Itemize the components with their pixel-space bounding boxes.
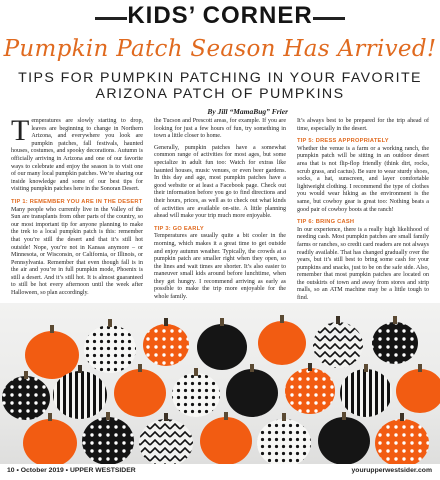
back-row — [25, 315, 418, 379]
tip-5-text: Whether the venue is a farm or a working ranch, the pumpkin patch will be sitting in an outdoor desert area that is not flip-flop friendly (think dirt, rocks, scrub grass, and cactus). Be sure to wear sturdy shoes, socks, a hat, sunscreen, and layer comfortable lightweight clothing. I recommend the type of clothes you would wear hiking as the environment is the same, but cowboy gear is great too: Nothing beats a good pair of cowboy boots at the ranch! — [297, 145, 429, 213]
section-title: KIDS’ CORNER — [127, 2, 313, 29]
drop-cap: T — [11, 114, 30, 147]
tip-3-heading: TIP 3: GO EARLY — [154, 225, 204, 232]
headline: Pumpkin Patch Season Has Arrived! — [3, 36, 437, 62]
footer-website: yourupperwestsider.com — [351, 467, 432, 474]
tip-1-heading: TIP 1: REMEMBER YOU ARE IN THE DESERT — [11, 198, 143, 205]
tip-3-text: Temperatures are usually quite a bit cooler in the morning, which makes it a great time to get outside and enjoy autumn weather. Typically, the crowds at a pumpkin patch are smaller right when they open, so the lines and wait times are shorter. It’s also easier to maneuver small kids around before lunchtime, when they get hungry. I recommend arriving as early as possible to make the trip more enjoyable for the whole family. — [154, 233, 286, 301]
tip-4-continued: It’s always best to be prepared for the trip ahead of time, especially in the desert. — [297, 118, 429, 132]
tip-1-text: Many people who currently live in the Valley of the Sun are transplants from other parts of the country, so our most important tip for anyone planning to make the trek to a local pumpkin patch is this: remember that you’re still the desert and that it’s still hot outside! Nope, you’re not in Kansas anymore – or Minnesota, or Wisconsin, or California, or Illinois, or Pennsylvania. Remember that even though fall is in the air and you’re in full pumpkin mode, Phoenix is still a desert. And it’s still hot. It is almost guaranteed to still be hot every afternoon until the week after Halloween, so plan accordingly. — [11, 206, 143, 297]
subtitle — [0, 70, 440, 102]
page-footer — [0, 464, 440, 480]
tip-5-heading: TIP 5: DRESS APPROPRIATELY — [297, 138, 389, 145]
pumpkins-illustration — [0, 303, 440, 475]
tip-2-continued: the Tucson and Prescott areas, for example. If you are looking for just a few hours of fun, try something in town a little closer to home. — [154, 118, 286, 140]
activities-paragraph: Generally, pumpkin patches have a somewhat common range of activities for most ages, but some specialize in adult fun too: Watch for extras like haunted houses, music venues, or even beer gardens. In this day and age, most pumpkin patches have a good website or at least a Facebook page. Check out their information before you go to find directions and their hours, prices, as well as to check out what kinds of activities are available on-site. A little planning ahead will make your trip much more enjoyable. — [154, 144, 286, 220]
pumpkins-photo — [0, 303, 440, 475]
intro-text: emperatures are slowly starting to drop, leaves are beginning to change in Northern Arizona, and everywhere you look are pumpkin patches, fall festivals, haunted houses, costumes, and spooky decorations. Autumn is officially arriving in Arizona and one of our favorite ways to celebrate and enjoy the season is to visit one of our many local pumpkin patches. We’re sharing our inside knowledge and some of our best tips for visiting pumpkin patches here in the Sonoran Desert. — [11, 118, 143, 193]
intro-paragraph — [11, 114, 143, 194]
front-row — [23, 412, 429, 467]
subtitle-line-1: TIPS FOR PUMPKIN PATCHING IN YOUR FAVORITE — [18, 70, 422, 86]
subtitle-line-2: ARIZONA PATCH OF PUMPKINS — [95, 86, 345, 102]
footer-folio: 10 • October 2019 • UPPER WESTSIDER — [7, 467, 136, 474]
tip-6-text: In our experience, there is a really high likelihood of needing cash. Most pumpkin patches are small family farms or ranches, so credit card readers are not always readily available. That has changed gradually over the years, but it’s still best to bring some cash for your pumpkins and snacks, just to be on the safe side. Also, remember that most pumpkin patches are located on the outskirts of town and away from stores and strip malls, so an ATM machine may be a little tough to find. — [297, 226, 429, 302]
byline: By Jill “MamaBug” Frier — [207, 107, 288, 116]
tip-6-heading: TIP 6: BRING CASH — [297, 219, 355, 226]
